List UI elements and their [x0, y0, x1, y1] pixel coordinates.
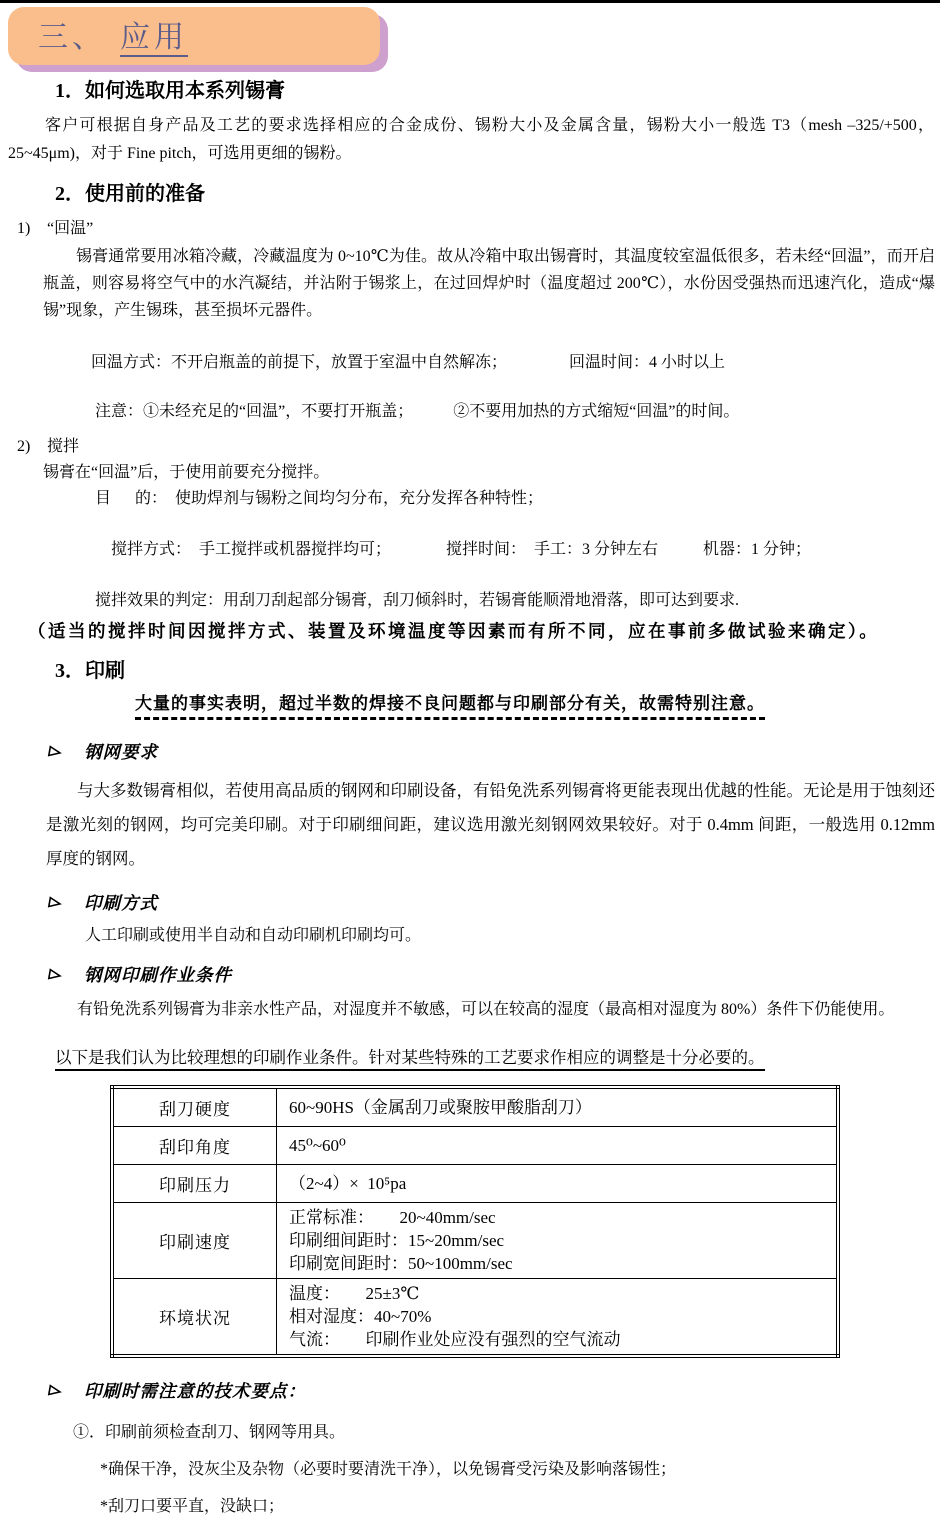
heading-printing: 3．印刷 — [55, 660, 125, 682]
table-cell-line: 温度： 25±3℃ — [289, 1284, 420, 1303]
heading-choose-paste: 1．如何选取用本系列锡膏 — [55, 80, 285, 102]
tech-point-item-1: ①．印刷前须检查刮刀、钢网等用具。 — [73, 1424, 346, 1441]
table-row-label: 刮印角度 — [112, 1127, 277, 1165]
bullet-working-conditions — [48, 962, 940, 987]
table-row — [112, 1203, 838, 1279]
bullet-tech-points — [48, 1378, 940, 1403]
bullet-stencil-requirements — [48, 739, 940, 764]
table-row-value — [277, 1165, 839, 1203]
bullet-title: 钢网要求 — [84, 742, 158, 762]
list-item-number: 1) — [17, 220, 31, 237]
paragraph-printing-method: 人工印刷或使用半自动和自动印刷机印刷均可。 — [85, 927, 422, 944]
heading-preparation: 2．使用前的准备 — [55, 183, 205, 205]
line-rewarm-method — [75, 327, 940, 399]
stir-machine-text: 机器：1 分钟； — [703, 541, 812, 558]
rewarm-time-text: 回温时间：4 小时以上 — [569, 354, 726, 371]
table-row-value — [277, 1203, 839, 1279]
paragraph-working-conditions: 有铅免洗系列锡膏为非亲水性产品，对湿度并不敏感，可以在较高的湿度（最高相对湿度为 80%）条件下仍能使用。 — [77, 1001, 895, 1018]
line-stir-method — [95, 512, 940, 587]
list-item-stir — [17, 436, 940, 458]
arrow-bullet-icon — [47, 894, 63, 910]
table-cell-line: 45⁰~60⁰ — [289, 1136, 346, 1155]
table-intro-text: 以下是我们认为比较理想的印刷作业条件。针对某些特殊的工艺要求作相应的调整是十分必要的。 — [55, 1048, 765, 1071]
table-row-value — [277, 1087, 839, 1127]
table-cell-line: （2~4）× 10⁵pa — [289, 1174, 407, 1193]
list-item-title: “回温” — [47, 220, 94, 237]
table-cell-line: 印刷细间距时：15~20mm/sec — [289, 1231, 505, 1250]
rewarm-note-1: 注意：①未经充足的“回温”，不要打开瓶盖； — [95, 403, 414, 420]
arrow-bullet-icon — [47, 743, 63, 759]
table-cell-line: 60~90HS（金属刮刀或聚胺甲酸脂刮刀） — [289, 1098, 592, 1117]
tech-point-sub-2: *刮刀口要平直，没缺口； — [100, 1498, 285, 1515]
paragraph-rewarm-body: 锡膏通常要用冰箱冷藏，冷藏温度为 0~10℃为佳。故从冷箱中取出锡膏时，其温度较室温低很多，若未经“回温”，而开启瓶盖，则容易将空气中的水汽凝结，并沾附于锡浆上，在过回焊炉时（温度超过 200℃），水份因受强热而迅速汽化，造成“爆锡”现象，产生锡珠，甚至损坏元器件。 — [43, 248, 935, 319]
section-banner — [8, 7, 380, 65]
paragraph-stencil-requirements: 与大多数锡膏相似，若使用高品质的钢网和印刷设备，有铅免洗系列锡膏将更能表现出优越的性能。无论是用于蚀刻还是激光刻的钢网，均可完美印刷。对于印刷细间距，建议选用激光刻钢网效果较好。对于 0.4mm 间距，一般选用 0.12mm 厚度的钢网。 — [46, 781, 935, 868]
table-cell-line: 印刷宽间距时：50~100mm/sec — [289, 1254, 513, 1273]
table-row — [112, 1165, 838, 1203]
line-stir-purpose: 目 的： 使助焊剂与锡粉之间均匀分布，充分发挥各种特性； — [95, 490, 544, 507]
table-row-value — [277, 1279, 839, 1357]
rewarm-note-2: ②不要用加热的方式缩短“回温”的时间。 — [453, 403, 740, 420]
table-row-label: 印刷压力 — [112, 1165, 277, 1203]
table-row-value — [277, 1127, 839, 1165]
list-item-number: 2) — [17, 438, 31, 455]
table-cell-line: 正常标准： 20~40mm/sec — [289, 1208, 496, 1227]
page-top-rule — [0, 0, 940, 3]
bullet-title: 印刷方式 — [84, 893, 158, 913]
tech-point-sub-1: *确保干净，没灰尘及杂物（必要时要清洗干净），以免锡膏受污染及影响落锡性； — [100, 1461, 677, 1478]
bullet-printing-method — [48, 890, 940, 915]
line-stir-judge: 搅拌效果的判定：用刮刀刮起部分锡膏，刮刀倾斜时，若锡膏能顺滑地滑落，即可达到要求. — [95, 592, 740, 609]
paragraph-choose-paste: 客户可根据自身产品及工艺的要求选择相应的合金成份、锡粉大小及金属含量，锡粉大小一般选 T3（mesh –325/+500，25~45μm)，对于 Fine pitch，可选用更细的锡粉。 — [8, 117, 934, 162]
table-row — [112, 1127, 838, 1165]
bullet-title: 印刷时需注意的技术要点： — [84, 1381, 306, 1401]
arrow-bullet-icon — [47, 1382, 63, 1398]
table-row-label: 环境状况 — [112, 1279, 277, 1357]
rewarm-method-text: 回温方式：不开启瓶盖的前提下，放置于室温中自然解冻； — [91, 354, 508, 371]
table-row-label: 刮刀硬度 — [112, 1087, 277, 1127]
paragraph-stir-caution: （适当的搅拌时间因搅拌方式、装置及环境温度等因素而有所不同，应在事前多做试验来确定）。 — [28, 621, 880, 641]
line-rewarm-note — [95, 400, 940, 424]
list-item-title: 搅拌 — [47, 438, 80, 455]
section-banner-title: 应用 — [120, 21, 188, 57]
table-row — [112, 1087, 838, 1127]
table-row — [112, 1279, 838, 1357]
stir-method-text: 搅拌方式： 手工搅拌或机器搅拌均可； — [111, 541, 392, 558]
stir-time-text: 搅拌时间： 手工：3 分钟左右 — [446, 541, 659, 558]
paragraph-stir-intro: 锡膏在“回温”后，于使用前要充分搅拌。 — [43, 464, 330, 481]
bullet-title: 钢网印刷作业条件 — [84, 965, 232, 985]
arrow-bullet-icon — [47, 966, 63, 982]
list-item-rewarm — [17, 218, 940, 240]
printing-callout-wrap — [135, 692, 940, 717]
section-banner-numeral: 三、 — [38, 21, 106, 54]
table-row-label: 印刷速度 — [112, 1203, 277, 1279]
printing-callout: 大量的事实表明，超过半数的焊接不良问题都与印刷部分有关，故需特别注意。 — [135, 694, 765, 720]
table-cell-line: 气流： 印刷作业处应没有强烈的空气流动 — [289, 1330, 621, 1349]
table-cell-line: 相对湿度：40~70% — [289, 1307, 432, 1326]
print-conditions-table — [110, 1085, 840, 1358]
table-intro-line — [55, 1045, 940, 1071]
